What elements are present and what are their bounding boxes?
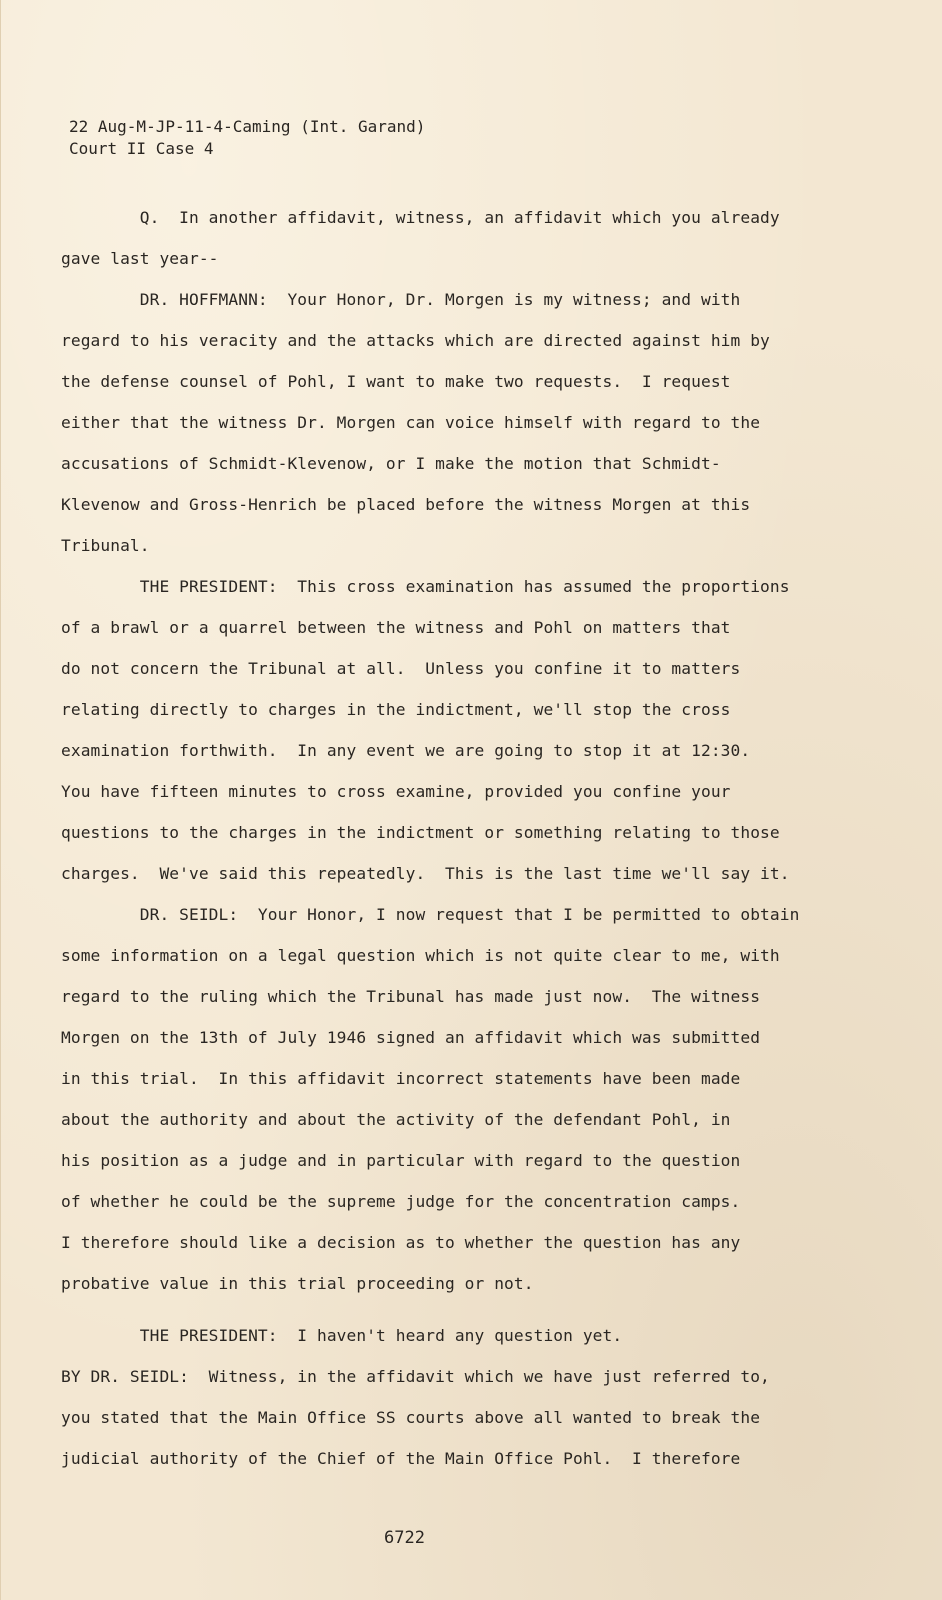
- transcript-line: in this trial. In this affidavit incorrect statements have been made: [61, 1069, 741, 1088]
- transcript-line: probative value in this trial proceeding or not.: [61, 1274, 534, 1293]
- transcript-line: you stated that the Main Office SS courts above all wanted to break the: [61, 1408, 761, 1427]
- transcript-line: accusations of Schmidt-Klevenow, or I make the motion that Schmidt-: [61, 454, 721, 473]
- header-reference: 22 Aug-M-JP-11-4-Caming (Int. Garand): [69, 117, 426, 136]
- transcript-line: do not concern the Tribunal at all. Unless you confine it to matters: [61, 659, 741, 678]
- transcript-line: judicial authority of the Chief of the Main Office Pohl. I therefore: [61, 1449, 741, 1468]
- transcript-line: DR. SEIDL: Your Honor, I now request that I be permitted to obtain: [61, 905, 800, 924]
- transcript-line: Klevenow and Gross-Henrich be placed before the witness Morgen at this: [61, 495, 751, 514]
- transcript-line: examination forthwith. In any event we are going to stop it at 12:30.: [61, 741, 751, 760]
- transcript-line: of a brawl or a quarrel between the witness and Pohl on matters that: [61, 618, 731, 637]
- header-court-case: Court II Case 4: [69, 139, 214, 158]
- transcript-line: DR. HOFFMANN: Your Honor, Dr. Morgen is my witness; and with: [61, 290, 741, 309]
- transcript-line: charges. We've said this repeatedly. This is the last time we'll say it.: [61, 864, 790, 883]
- transcript-line: You have fifteen minutes to cross examine, provided you confine your: [61, 782, 731, 801]
- transcript-line: THE PRESIDENT: I haven't heard any question yet.: [61, 1326, 623, 1345]
- transcript-line: Q. In another affidavit, witness, an affidavit which you already: [61, 208, 780, 227]
- transcript-line: gave last year--: [61, 249, 219, 268]
- page-number: 6722: [384, 1528, 425, 1548]
- transcript-line: THE PRESIDENT: This cross examination has assumed the proportions: [61, 577, 790, 596]
- transcript-line: regard to the ruling which the Tribunal has made just now. The witness: [61, 987, 761, 1006]
- transcript-line: of whether he could be the supreme judge for the concentration camps.: [61, 1192, 741, 1211]
- transcript-line: Morgen on the 13th of July 1946 signed an affidavit which was submitted: [61, 1028, 761, 1047]
- transcript-line: BY DR. SEIDL: Witness, in the affidavit which we have just referred to,: [61, 1367, 770, 1386]
- transcript-line: about the authority and about the activity of the defendant Pohl, in: [61, 1110, 731, 1129]
- transcript-line: I therefore should like a decision as to whether the question has any: [61, 1233, 741, 1252]
- transcript-line: questions to the charges in the indictment or something relating to those: [61, 823, 780, 842]
- transcript-line: some information on a legal question which is not quite clear to me, with: [61, 946, 780, 965]
- transcript-line: relating directly to charges in the indictment, we'll stop the cross: [61, 700, 731, 719]
- transcript-line: the defense counsel of Pohl, I want to make two requests. I request: [61, 372, 731, 391]
- transcript-line: Tribunal.: [61, 536, 150, 555]
- transcript-body: [61, 0, 921, 1500]
- transcript-line: either that the witness Dr. Morgen can voice himself with regard to the: [61, 413, 761, 432]
- transcript-line: regard to his veracity and the attacks which are directed against him by: [61, 331, 770, 350]
- transcript-line: his position as a judge and in particular with regard to the question: [61, 1151, 741, 1170]
